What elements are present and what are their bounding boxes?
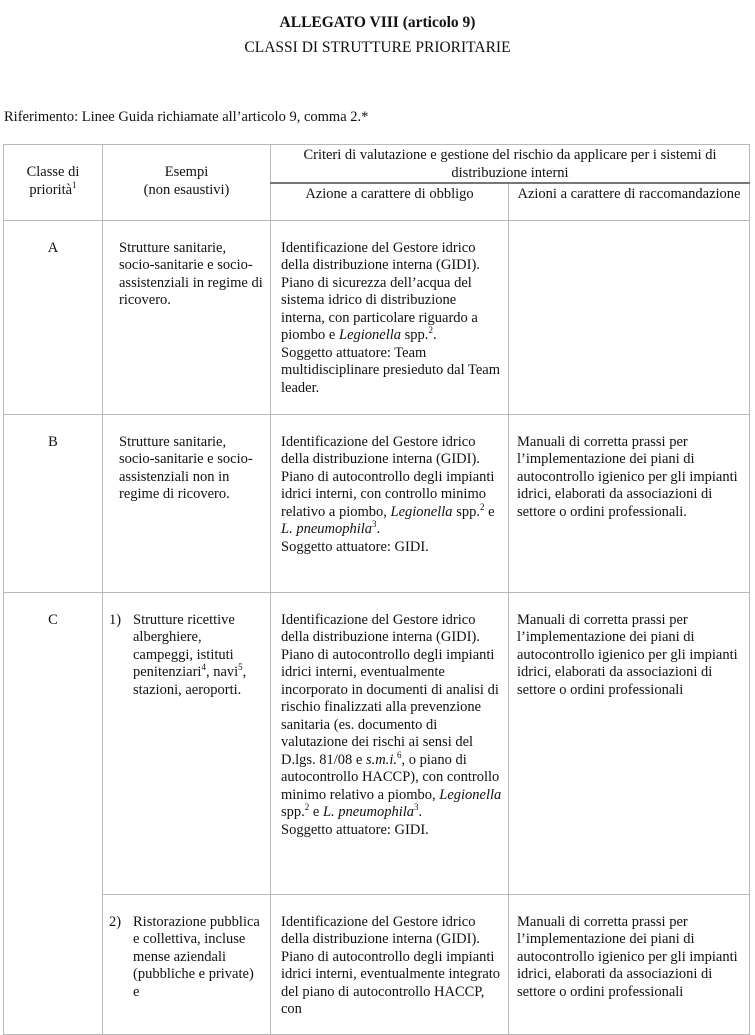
text-run: Strutture ricettive alberghiere, campeggi, istituti penitenziari xyxy=(133,611,235,680)
priority-classes-table xyxy=(3,144,750,1035)
text-run: spp. xyxy=(281,804,305,820)
header-esempi-cell xyxy=(103,145,271,221)
row-a-class: A xyxy=(4,220,103,414)
text-run: e xyxy=(309,804,323,820)
row-b-class: B xyxy=(4,414,103,592)
text-run: . xyxy=(418,804,423,820)
header-esempi-label-2: (non esaustivi) xyxy=(143,181,230,198)
row-a-obbligo xyxy=(271,220,509,414)
footnote-ref: 1 xyxy=(72,179,77,190)
footnote-ref: 3 xyxy=(414,802,419,813)
table-row xyxy=(4,592,750,894)
text-run: Legionella xyxy=(390,503,453,520)
row-c1-raccomandazione: Manuali di corretta prassi per l’implementazione dei piani di autocontrollo igienico per gli impianti idrici, elaborati da associazioni di settore o ordini professionali xyxy=(509,592,750,894)
table-row xyxy=(4,894,750,1034)
list-number: 2) xyxy=(109,913,122,930)
table-row xyxy=(4,414,750,592)
row-b-raccomandazione: Manuali di corretta prassi per l’implementazione dei piani di autocontrollo igienico per gli impianti idrici, elaborati da associazioni di settore o ordini professionali. xyxy=(509,414,750,592)
list-number: 1) xyxy=(109,611,122,628)
footnote-ref: 4 xyxy=(201,662,206,673)
text-run: e xyxy=(484,503,495,520)
footnote-ref: 3 xyxy=(372,519,377,530)
header-class-cell xyxy=(4,145,103,221)
text-run: , stazioni, aeroporti. xyxy=(133,664,247,698)
row-c2-obbligo: Identificazione del Gestore idrico della distribuzione interna (GIDI). Piano di autocontrollo degli impianti idrici interni, eventualmente integrato del piano di autocontrollo HACCP, con xyxy=(271,894,509,1034)
text-run: Legionella xyxy=(339,327,402,343)
row-c-class: C xyxy=(4,592,103,1034)
header-class-label: Classe di xyxy=(26,164,80,180)
text-run: , o piano di autocontrollo HACCP), con controllo minimo relativo a piombo, xyxy=(281,751,500,803)
header-esempi-label: Esempi xyxy=(164,164,209,180)
text-run: Soggetto attuatore: Team multidisciplinare presieduto dal Team leader. xyxy=(281,344,500,396)
text-run: spp. xyxy=(401,327,429,343)
footnote-ref: 2 xyxy=(479,501,485,512)
page-title: ALLEGATO VIII (articolo 9) xyxy=(279,14,476,31)
text-run: Identificazione del Gestore idrico della distribuzione interna (GIDI). Piano di autocontrollo degli impianti idrici interni, con controllo minimo relativo a piombo, xyxy=(281,433,495,520)
footnote-ref: 5 xyxy=(238,662,243,673)
text-run: Legionella xyxy=(439,786,502,803)
row-a-raccomandazione xyxy=(509,220,750,414)
header-criteria: Criteri di valutazione e gestione del rischio da applicare per i sistemi di distribuzione interni xyxy=(271,145,750,184)
header-raccomandazione: Azioni a carattere di raccomandazione xyxy=(509,183,750,220)
row-c2-esempi xyxy=(103,894,271,1034)
footnote-ref: 2 xyxy=(304,802,310,813)
row-c1-esempi xyxy=(103,592,271,894)
text-run: Soggetto attuatore: GIDI. xyxy=(281,821,429,838)
text-run: , navi xyxy=(205,664,239,680)
row-c1-esempi-text xyxy=(133,612,263,700)
text-run: s.m.i. xyxy=(365,751,398,768)
text-run: . xyxy=(432,327,437,343)
text-run: Soggetto attuatore: GIDI. xyxy=(281,538,429,555)
text-run: spp. xyxy=(452,503,480,520)
row-c1-obbligo xyxy=(271,592,509,894)
header-class-label-2: priorità xyxy=(29,181,73,198)
row-b-esempi: Strutture sanitarie, socio-sanitarie e socio-assistenziali non in regime di ricovero. xyxy=(103,414,271,592)
text-run: L. pneumophila xyxy=(281,521,373,537)
table-row xyxy=(4,220,750,414)
row-c2-raccomandazione: Manuali di corretta prassi per l’implementazione dei piani di autocontrollo igienico per gli impianti idrici, elaborati da associazioni di settore o ordini professionali xyxy=(509,894,750,1034)
text-run: Identificazione del Gestore idrico della distribuzione interna (GIDI). Piano di sicurezza dell’acqua del sistema idrico di distribuzione interna, con particolare riguardo a piombo e xyxy=(281,239,480,343)
row-a-esempi: Strutture sanitarie, socio-sanitarie e socio-assistenziali in regime di ricovero. xyxy=(103,220,271,414)
header-obbligo: Azione a carattere di obbligo xyxy=(271,183,509,220)
text-run: Identificazione del Gestore idrico della distribuzione interna (GIDI). Piano di autocontrollo degli impianti idrici interni, eventualmente incorporato in documenti di analisi di rischio finalizzati alla prevenzione sanitaria (es. documento di valutazione dei rischi ai sensi del D.lgs. 81/08 e xyxy=(281,611,499,768)
footnote-ref: 6 xyxy=(397,749,402,760)
text-run: . xyxy=(376,521,381,537)
footnote-ref: 2 xyxy=(428,325,433,336)
reference-line: Riferimento: Linee Guida richiamate all’articolo 9, comma 2.* xyxy=(4,109,369,125)
row-b-obbligo xyxy=(271,414,509,592)
text-run: L. pneumophila xyxy=(322,804,414,820)
row-c2-esempi-text: Ristorazione pubblica e collettiva, incluse mense aziendali (pubbliche e private) e xyxy=(133,913,260,1000)
page-subtitle: CLASSI DI STRUTTURE PRIORITARIE xyxy=(244,39,511,56)
